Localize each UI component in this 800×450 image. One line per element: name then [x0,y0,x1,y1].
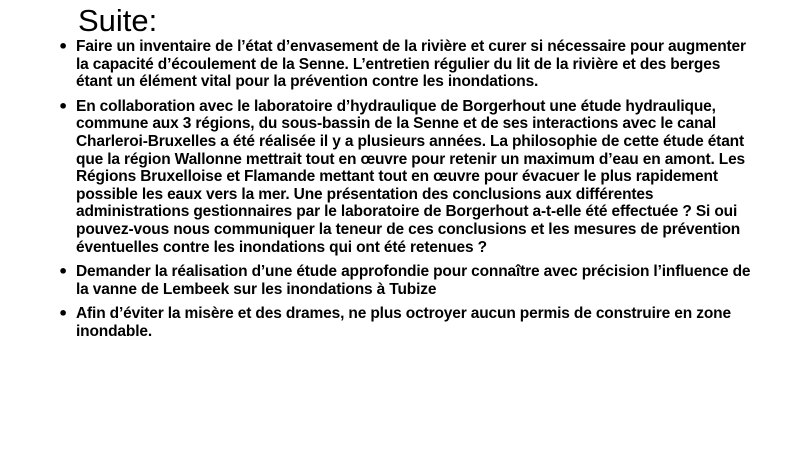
bullet-text: Faire un inventaire de l’état d’envasement de la rivière et curer si nécessaire pour augmenter la capacité d’écoulement de la Senne. L’entretien régulier du lit de la rivière et des berges étant un élément vital pour la prévention contre les inondations. [76,38,746,91]
bullet-dot-icon: • [58,96,69,116]
bullet-item-vanne-lembeek [58,263,758,298]
slide-title: Suite: [78,3,158,38]
bullet-item-inventaire-envasement [58,38,758,91]
bullet-item-permis-zone-inondable [58,305,758,340]
bullet-dot-icon: • [58,37,69,56]
bullet-dot-icon: • [58,304,69,324]
bullet-item-etude-hydraulique [58,98,758,256]
bullet-text: Demander la réalisation d’une étude approfondie pour connaître avec précision l’influence de la vanne de Lembeek sur les inondations à Tubize [76,263,751,298]
bullet-dot-icon: • [58,262,69,282]
bullet-text: Afin d’éviter la misère et des drames, ne plus octroyer aucun permis de construire en zone inondable. [76,305,731,340]
bullet-text: En collaboration avec le laboratoire d’hydraulique de Borgerhout une étude hydraulique, commune aux 3 régions, du sous-bassin de la Senne et de ses interactions avec le canal Charleroi-Bruxelles a été réalisée il y a plusieurs années. La philosophie de cette étude étant que la région Wallonne mettrait tout en œuvre pour retenir un maximum d’eau en amont. Les Régions Bruxelloise et Flamande mettant tout en œuvre pour évacuer le plus rapidement possible les eaux vers la mer. Une présentation des conclusions aux différentes administrations gestionnaires par le laboratoire de Borgerhout a-t-elle été effectuée ? Si oui pouvez-vous nous communiquer la teneur de ces conclusions et les mesures de prévention éventuelles contre les inondations qui ont été retenues ? [76,97,746,256]
bullet-list [58,38,758,348]
